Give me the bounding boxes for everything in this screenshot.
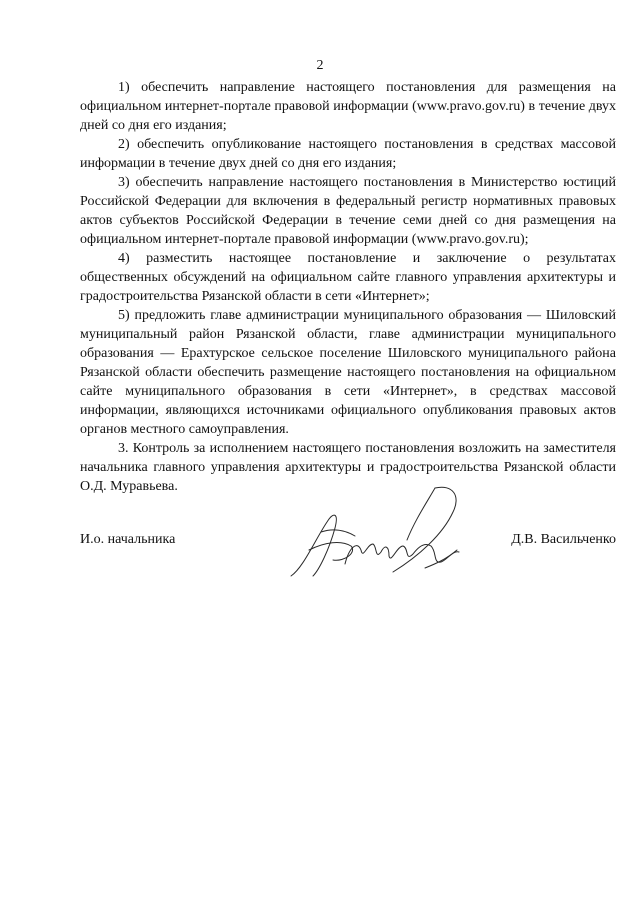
page-number: 2 [316,58,324,73]
paragraph-control-clause: 3. Контроль за исполнением настоящего постановления возложить на заместителя начальника главного управления архитектуры и градостроительства Рязанской области О.Д. Муравьева. [80,441,616,494]
handwritten-signature-icon [285,480,475,590]
signature-block [80,480,616,590]
paragraph-item-5: 5) предложить главе администрации муниципального образования — Шиловский муниципальный район Рязанской области, главе администрации муниципального образования — Ерахтурское сельское поселение Шиловского муниципального района Рязанской области обеспечить размещение настоящего постановления на официальном сайте муниципального образования в сети «Интернет», в средствах массовой информации, являющихся источниками официального опубликования правовых актов органов местного самоуправления. [80,308,616,437]
paragraph-item-4: 4) разместить настоящее постановление и заключение о результатах общественных обсуждений на официальном сайте главного управления архитектуры и градостроительства Рязанской области в сети «Интернет»; [80,251,616,304]
document-body [80,78,616,496]
paragraph-item-3: 3) обеспечить направление настоящего постановления в Министерство юстиций Российской Федерации для включения в федеральный регистр нормативных правовых актов субъектов Российской Федерации в течение семи дней со дня размещения на официальном интернет-портале правовой информации (www.pravo.gov.ru); [80,175,616,247]
paragraph-item-1: 1) обеспечить направление настоящего постановления для размещения на официальном интернет-портале правовой информации (www.pravo.gov.ru) в течение двух дней со дня его издания; [80,80,616,133]
paragraph-item-2: 2) обеспечить опубликование настоящего постановления в средствах массовой информации в течение двух дней со дня его издания; [80,137,616,171]
signer-title: И.о. начальника [80,532,176,547]
signer-name: Д.В. Васильченко [511,532,616,547]
